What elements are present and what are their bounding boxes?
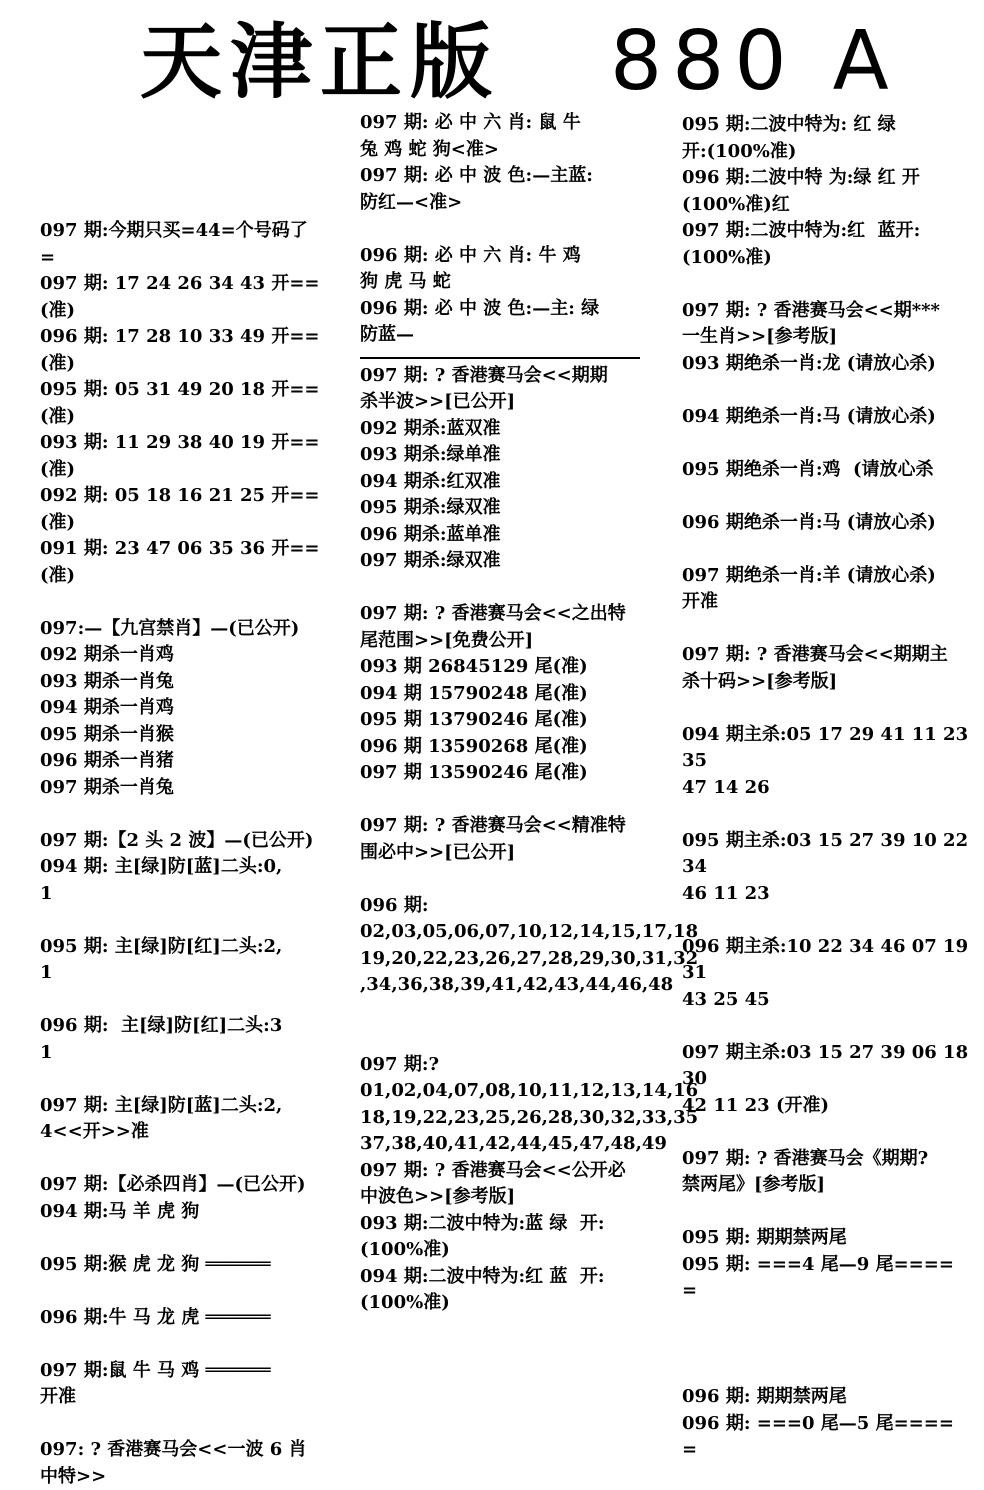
text-line: 097 期: 必 中 六 肖: 鼠 牛 (360, 110, 650, 137)
text-line (40, 1066, 320, 1093)
text-line: = (40, 245, 320, 272)
text-line: 01,02,04,07,08,10,11,12,13,14,16 (360, 1078, 650, 1105)
text-line (40, 1411, 320, 1438)
text-line: 开准 (40, 1384, 320, 1411)
text-line: 097 期杀:绿双准 (360, 548, 650, 575)
right-column (682, 112, 972, 1464)
text-line: 兔 鸡 蛇 狗<准> (360, 137, 650, 164)
text-line: 43 25 45 (682, 987, 972, 1014)
text-line: 097 期: ? 香港赛马会<<之出特 (360, 601, 650, 628)
text-line: 095 期: 05 31 49 20 18 开==(准) (40, 377, 320, 430)
text-line (360, 787, 650, 814)
text-line: 097 期: ? 香港赛马会<<精准特 (360, 813, 650, 840)
text-line: 096 期杀一肖猪 (40, 748, 320, 775)
text-line: 096 期: 必 中 六 肖: 牛 鸡 (360, 243, 650, 270)
text-line: 095 期: ===4 尾—9 尾==== (682, 1252, 972, 1279)
text-line: 092 期杀:蓝双准 (360, 416, 650, 443)
text-line: 中特>> (40, 1464, 320, 1490)
text-line (682, 1119, 972, 1146)
text-line: 097 期:【2 头 2 波】—(已公开) (40, 828, 320, 855)
text-line: 093 期杀一肖兔 (40, 669, 320, 696)
text-line: 狗 虎 马 蛇 (360, 269, 650, 296)
text-line: (100%准) (682, 245, 972, 272)
text-line (40, 589, 320, 616)
text-line: 096 期 13590268 尾(准) (360, 734, 650, 761)
text-line (682, 616, 972, 643)
text-line: 097 期:今期只买=44=个号码了 (40, 218, 320, 245)
text-line (682, 695, 972, 722)
text-line: 42 11 23 (开准) (682, 1093, 972, 1120)
text-line: 096 期: 期期禁两尾 (682, 1384, 972, 1411)
text-line: 46 11 23 (682, 881, 972, 908)
text-line: 097 期: 主[绿]防[蓝]二头:2, (40, 1093, 320, 1120)
text-line: 37,38,40,41,42,44,45,47,48,49 (360, 1131, 650, 1158)
text-line: 097:—【九宫禁肖】—(已公开) (40, 616, 320, 643)
text-line: 097 期: ? 香港赛马会<<期期主 (682, 642, 972, 669)
text-line: 096 期: ===0 尾—5 尾==== (682, 1411, 972, 1438)
text-line (682, 377, 972, 404)
text-line (682, 483, 972, 510)
text-line: 096 期: (360, 893, 650, 920)
text-line: 097 期: ? 香港赛马会<<期期 (360, 363, 650, 390)
text-line: 开:(100%准) (682, 139, 972, 166)
text-line (682, 1199, 972, 1226)
text-line: (100%准) (360, 1290, 650, 1317)
title-code: 880 A (610, 14, 899, 110)
text-line: 防蓝— (360, 322, 650, 349)
text-line: 096 期: 17 28 10 33 49 开==(准) (40, 324, 320, 377)
text-line: 096 期绝杀一肖:马 (请放心杀) (682, 510, 972, 537)
text-line (360, 866, 650, 893)
text-line: 093 期 26845129 尾(准) (360, 654, 650, 681)
text-line: 095 期杀:绿双准 (360, 495, 650, 522)
text-line: 094 期杀:红双准 (360, 469, 650, 496)
text-line: 1 (40, 1040, 320, 1067)
text-line: 092 期: 05 18 16 21 25 开==(准) (40, 483, 320, 536)
text-line (682, 536, 972, 563)
text-line: 095 期: 期期禁两尾 (682, 1225, 972, 1252)
text-line: 097 期: ? 香港赛马会《期期? (682, 1146, 972, 1173)
text-line: 095 期绝杀一肖:鸡 (请放心杀 (682, 457, 972, 484)
text-line: 093 期:二波中特为:蓝 绿 开: (360, 1211, 650, 1238)
text-line: 19,20,22,23,26,27,28,29,30,31,32 (360, 946, 650, 973)
text-line: 禁两尾》[参考版] (682, 1172, 972, 1199)
text-line: 095 期:二波中特为: 红 绿 (682, 112, 972, 139)
text-line (40, 987, 320, 1014)
text-line: 093 期杀:绿单准 (360, 442, 650, 469)
text-line (360, 1025, 650, 1052)
text-line: 097 期: ? 香港赛马会<<公开必 (360, 1158, 650, 1185)
text-line: 095 期: 主[绿]防[红]二头:2, (40, 934, 320, 961)
middle-column-top (360, 110, 650, 349)
text-line: 097 期杀一肖兔 (40, 775, 320, 802)
text-line: 095 期主杀:03 15 27 39 10 22 34 (682, 828, 972, 881)
text-line: = (682, 1278, 972, 1305)
text-line: 1 (40, 960, 320, 987)
text-line: = (682, 1437, 972, 1464)
text-line: (100%准)红 (682, 192, 972, 219)
text-line: 杀十码>>[参考版] (682, 669, 972, 696)
text-line: 097 期 13590246 尾(准) (360, 760, 650, 787)
text-line: 097 期主杀:03 15 27 39 06 18 30 (682, 1040, 972, 1093)
text-line (682, 1358, 972, 1385)
text-line: 094 期绝杀一肖:马 (请放心杀) (682, 404, 972, 431)
text-line: 094 期:马 羊 虎 狗 (40, 1199, 320, 1226)
text-line: 097 期: 17 24 26 34 43 开==(准) (40, 271, 320, 324)
text-line: 18,19,22,23,25,26,28,30,32,33,35 (360, 1105, 650, 1132)
text-line: 1 (40, 881, 320, 908)
text-line: 097 期:? (360, 1052, 650, 1079)
text-line: 开准 (682, 589, 972, 616)
text-line (360, 216, 650, 243)
text-line: 096 期:牛 马 龙 虎 ══════ (40, 1305, 320, 1332)
text-line: 091 期: 23 47 06 35 36 开==(准) (40, 536, 320, 589)
text-line: 095 期:猴 虎 龙 狗 ══════ (40, 1252, 320, 1279)
text-line: 094 期: 主[绿]防[蓝]二头:0, (40, 854, 320, 881)
text-line: 一生肖>>[参考版] (682, 324, 972, 351)
text-line (40, 1278, 320, 1305)
text-line: 095 期杀一肖猴 (40, 722, 320, 749)
text-line: 防红—<准> (360, 190, 650, 217)
text-line: 097 期: ? 香港赛马会<<期*** (682, 298, 972, 325)
text-line: 杀半波>>[已公开] (360, 389, 650, 416)
text-line: 097 期:【必杀四肖】—(已公开) (40, 1172, 320, 1199)
text-line: 4<<开>>准 (40, 1119, 320, 1146)
text-line: 096 期杀:蓝单准 (360, 522, 650, 549)
text-line (40, 1225, 320, 1252)
text-line: 097 期绝杀一肖:羊 (请放心杀) (682, 563, 972, 590)
text-line: ,34,36,38,39,41,42,43,44,46,48 (360, 972, 650, 999)
text-line: 096 期: 主[绿]防[红]二头:3 (40, 1013, 320, 1040)
text-line: 097 期:鼠 牛 马 鸡 ══════ (40, 1358, 320, 1385)
text-line: 02,03,05,06,07,10,12,14,15,17,18 (360, 919, 650, 946)
text-line (682, 1013, 972, 1040)
left-column (40, 218, 320, 1490)
text-line: 097 期:二波中特为:红 蓝开: (682, 218, 972, 245)
text-line (40, 1331, 320, 1358)
text-line (360, 575, 650, 602)
text-line: 092 期杀一肖鸡 (40, 642, 320, 669)
text-line: 尾范围>>[免费公开] (360, 628, 650, 655)
text-line: 中波色>>[参考版] (360, 1184, 650, 1211)
text-line: 围必中>>[已公开] (360, 840, 650, 867)
text-line: 096 期: 必 中 波 色:—主: 绿 (360, 296, 650, 323)
text-line (682, 430, 972, 457)
text-line: 097: ? 香港赛马会<<一波 6 肖 (40, 1437, 320, 1464)
text-line: 093 期绝杀一肖:龙 (请放心杀) (682, 351, 972, 378)
title-main: 天津正版 (140, 14, 500, 110)
text-line: 47 14 26 (682, 775, 972, 802)
middle-column-bottom (360, 363, 650, 1317)
text-line: 097 期: 必 中 波 色:—主蓝: (360, 163, 650, 190)
text-line (682, 801, 972, 828)
text-line (682, 271, 972, 298)
text-line (682, 907, 972, 934)
section-divider (360, 357, 640, 359)
text-line: 094 期杀一肖鸡 (40, 695, 320, 722)
text-line: 094 期:二波中特为:红 蓝 开: (360, 1264, 650, 1291)
text-line (40, 1146, 320, 1173)
text-line: 096 期:二波中特 为:绿 红 开 (682, 165, 972, 192)
middle-column (360, 110, 650, 1317)
text-line: 095 期 13790246 尾(准) (360, 707, 650, 734)
text-line (40, 801, 320, 828)
page-title (0, 0, 984, 118)
text-line: 096 期主杀:10 22 34 46 07 19 31 (682, 934, 972, 987)
text-line: 093 期: 11 29 38 40 19 开==(准) (40, 430, 320, 483)
text-line (682, 1305, 972, 1332)
text-line (682, 1331, 972, 1358)
text-line (40, 907, 320, 934)
text-line (360, 999, 650, 1026)
text-line: (100%准) (360, 1237, 650, 1264)
text-line: 094 期主杀:05 17 29 41 11 23 35 (682, 722, 972, 775)
text-line: 094 期 15790248 尾(准) (360, 681, 650, 708)
